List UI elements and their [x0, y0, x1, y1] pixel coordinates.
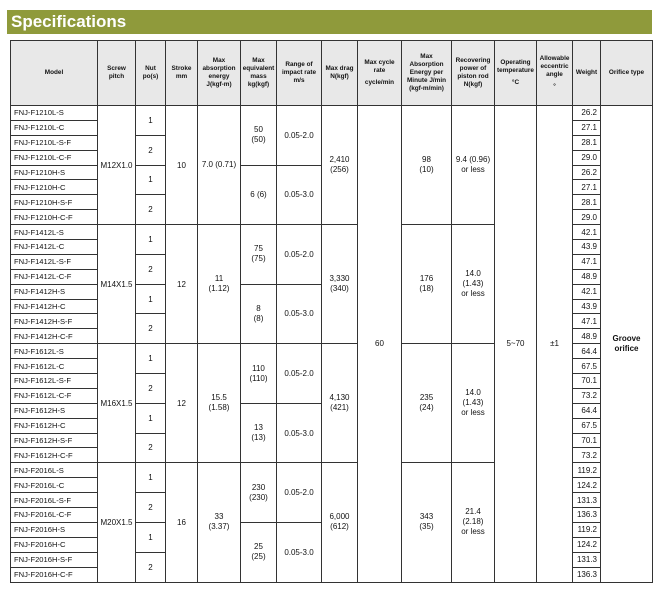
header-eccentric-angle: [537, 41, 573, 106]
weight-cell: 27.1: [573, 180, 601, 195]
equivalent-mass-cell: 6 (6): [241, 165, 277, 225]
energy-per-minute-cell: 98 (10): [402, 106, 452, 225]
weight-cell: 73.2: [573, 448, 601, 463]
max-drag-cell: 4,130 (421): [322, 344, 358, 463]
recovering-power-cell: 14.0 (1.43) or less: [452, 225, 495, 344]
weight-cell: 48.9: [573, 269, 601, 284]
model-cell: FNJ-F1412L-C-F: [11, 269, 98, 284]
absorption-energy-cell: 33 (3.37): [198, 463, 241, 582]
weight-cell: 67.5: [573, 418, 601, 433]
absorption-energy-cell: 7.0 (0.71): [198, 106, 241, 225]
weight-cell: 70.1: [573, 433, 601, 448]
weight-cell: 28.1: [573, 195, 601, 210]
model-cell: FNJ-F1210H-S-F: [11, 195, 98, 210]
weight-cell: 27.1: [573, 120, 601, 135]
energy-per-minute-cell: 176 (18): [402, 225, 452, 344]
weight-cell: 43.9: [573, 299, 601, 314]
nut-pos-cell: 1: [136, 522, 166, 552]
model-cell: FNJ-F1612H-S: [11, 403, 98, 418]
equivalent-mass-cell: 75 (75): [241, 225, 277, 285]
header-impact-rate-range: Range of impact rate m/s: [277, 41, 322, 106]
stroke-cell: 16: [166, 463, 198, 582]
operating-temperature-cell: 5~70: [495, 106, 537, 583]
weight-cell: 124.2: [573, 537, 601, 552]
header-screw-pitch: Screw pitch: [98, 41, 136, 106]
energy-per-minute-cell: 343 (35): [402, 463, 452, 582]
specifications-table: [10, 40, 653, 583]
model-cell: FNJ-F2016H-C-F: [11, 567, 98, 582]
table-row: [11, 106, 653, 121]
weight-cell: 47.1: [573, 254, 601, 269]
model-cell: FNJ-F1210H-C-F: [11, 210, 98, 225]
impact-rate-cell: 0.05-3.0: [277, 284, 322, 344]
page-title: Specifications: [7, 10, 652, 34]
weight-cell: 26.2: [573, 106, 601, 121]
header-operating-temperature-label: Operating temperature: [497, 59, 534, 74]
weight-cell: 136.3: [573, 508, 601, 523]
model-cell: FNJ-F2016L-S: [11, 463, 98, 478]
stroke-cell: 12: [166, 344, 198, 463]
nut-pos-cell: 2: [136, 195, 166, 225]
header-max-absorption-energy: Max absorption energy J(kgf-m): [198, 41, 241, 106]
header-operating-temperature: [495, 41, 537, 106]
recovering-power-cell: 14.0 (1.43) or less: [452, 344, 495, 463]
model-cell: FNJ-F2016L-S-F: [11, 493, 98, 508]
impact-rate-cell: 0.05-2.0: [277, 225, 322, 285]
model-cell: FNJ-F1210L-S: [11, 106, 98, 121]
equivalent-mass-cell: 13 (13): [241, 403, 277, 463]
header-max-cycle-rate-unit: cycle/min: [364, 79, 395, 86]
impact-rate-cell: 0.05-3.0: [277, 522, 322, 582]
model-cell: FNJ-F1612L-S: [11, 344, 98, 359]
header-max-cycle-rate-label: Max cycle rate: [364, 59, 395, 74]
weight-cell: 42.1: [573, 225, 601, 240]
max-cycle-rate-cell: 60: [358, 106, 402, 583]
impact-rate-cell: 0.05-3.0: [277, 165, 322, 225]
model-cell: FNJ-F1612H-C-F: [11, 448, 98, 463]
recovering-power-cell: 9.4 (0.96) or less: [452, 106, 495, 225]
weight-cell: 119.2: [573, 463, 601, 478]
model-cell: FNJ-F1210H-C: [11, 180, 98, 195]
model-cell: FNJ-F1412L-C: [11, 240, 98, 255]
weight-cell: 29.0: [573, 150, 601, 165]
eccentric-angle-cell: ±1: [537, 106, 573, 583]
model-cell: FNJ-F2016L-C-F: [11, 508, 98, 523]
nut-pos-cell: 2: [136, 314, 166, 344]
model-cell: FNJ-F2016H-S: [11, 522, 98, 537]
max-drag-cell: 2,410 (256): [322, 106, 358, 225]
impact-rate-cell: 0.05-2.0: [277, 344, 322, 404]
recovering-power-cell: 21.4 (2.18) or less: [452, 463, 495, 582]
nut-pos-cell: 1: [136, 463, 166, 493]
nut-pos-cell: 2: [136, 254, 166, 284]
header-max-cycle-rate: [358, 41, 402, 106]
header-operating-temperature-unit: °C: [511, 79, 520, 86]
weight-cell: 47.1: [573, 314, 601, 329]
weight-cell: 28.1: [573, 135, 601, 150]
header-nut-pos: Nut po(s): [136, 41, 166, 106]
equivalent-mass-cell: 8 (8): [241, 284, 277, 344]
nut-pos-cell: 2: [136, 493, 166, 523]
screw-pitch-cell: M12X1.0: [98, 106, 136, 225]
nut-pos-cell: 2: [136, 433, 166, 463]
model-cell: FNJ-F1612L-C-F: [11, 388, 98, 403]
header-recovering-power: Recovering power of piston rod N(kgf): [452, 41, 495, 106]
weight-cell: 119.2: [573, 522, 601, 537]
weight-cell: 64.4: [573, 403, 601, 418]
model-cell: FNJ-F1210H-S: [11, 165, 98, 180]
stroke-cell: 12: [166, 225, 198, 344]
weight-cell: 42.1: [573, 284, 601, 299]
nut-pos-cell: 1: [136, 344, 166, 374]
header-stroke: Stroke mm: [166, 41, 198, 106]
model-cell: FNJ-F1210L-C: [11, 120, 98, 135]
nut-pos-cell: 1: [136, 165, 166, 195]
nut-pos-cell: 1: [136, 225, 166, 255]
header-model: Model: [11, 41, 98, 106]
header-weight: Weight: [573, 41, 601, 106]
impact-rate-cell: 0.05-3.0: [277, 403, 322, 463]
weight-cell: 136.3: [573, 567, 601, 582]
header-max-energy-per-minute: Max Absorption Energy per Minute J/min (kgf-m/min): [402, 41, 452, 106]
weight-cell: 64.4: [573, 344, 601, 359]
nut-pos-cell: 1: [136, 403, 166, 433]
model-cell: FNJ-F2016H-C: [11, 537, 98, 552]
model-cell: FNJ-F1612L-S-F: [11, 374, 98, 389]
model-cell: FNJ-F1210L-S-F: [11, 135, 98, 150]
nut-pos-cell: 2: [136, 135, 166, 165]
model-cell: FNJ-F1412H-C-F: [11, 329, 98, 344]
equivalent-mass-cell: 50 (50): [241, 106, 277, 166]
header-eccentric-angle-label: Allowable eccentric angle: [539, 55, 570, 78]
nut-pos-cell: 2: [136, 374, 166, 404]
nut-pos-cell: 2: [136, 552, 166, 582]
equivalent-mass-cell: 25 (25): [241, 522, 277, 582]
header-orifice-type: Orifice type: [601, 41, 653, 106]
absorption-energy-cell: 15.5 (1.58): [198, 344, 241, 463]
model-cell: FNJ-F1412H-S: [11, 284, 98, 299]
energy-per-minute-cell: 235 (24): [402, 344, 452, 463]
nut-pos-cell: 1: [136, 106, 166, 136]
stroke-cell: 10: [166, 106, 198, 225]
weight-cell: 67.5: [573, 359, 601, 374]
model-cell: FNJ-F2016H-S-F: [11, 552, 98, 567]
weight-cell: 124.2: [573, 478, 601, 493]
weight-cell: 70.1: [573, 374, 601, 389]
impact-rate-cell: 0.05-2.0: [277, 106, 322, 166]
screw-pitch-cell: M16X1.5: [98, 344, 136, 463]
orifice-type-cell: Groove orifice: [601, 106, 653, 583]
model-cell: FNJ-F1612L-C: [11, 359, 98, 374]
weight-cell: 26.2: [573, 165, 601, 180]
weight-cell: 131.3: [573, 552, 601, 567]
equivalent-mass-cell: 230 (230): [241, 463, 277, 523]
header-row: [11, 41, 653, 106]
screw-pitch-cell: M14X1.5: [98, 225, 136, 344]
weight-cell: 29.0: [573, 210, 601, 225]
table-body: [11, 106, 653, 583]
model-cell: FNJ-F1412L-S-F: [11, 254, 98, 269]
max-drag-cell: 6,000 (612): [322, 463, 358, 582]
model-cell: FNJ-F1412H-S-F: [11, 314, 98, 329]
model-cell: FNJ-F1612H-C: [11, 418, 98, 433]
weight-cell: 131.3: [573, 493, 601, 508]
absorption-energy-cell: 11 (1.12): [198, 225, 241, 344]
weight-cell: 48.9: [573, 329, 601, 344]
weight-cell: 73.2: [573, 388, 601, 403]
header-max-drag: Max drag N(kgf): [322, 41, 358, 106]
model-cell: FNJ-F1412L-S: [11, 225, 98, 240]
header-max-equivalent-mass: Max equivalent mass kg(kgf): [241, 41, 277, 106]
screw-pitch-cell: M20X1.5: [98, 463, 136, 582]
model-cell: FNJ-F1612H-S-F: [11, 433, 98, 448]
max-drag-cell: 3,330 (340): [322, 225, 358, 344]
weight-cell: 43.9: [573, 240, 601, 255]
equivalent-mass-cell: 110 (110): [241, 344, 277, 404]
model-cell: FNJ-F2016L-C: [11, 478, 98, 493]
impact-rate-cell: 0.05-2.0: [277, 463, 322, 523]
nut-pos-cell: 1: [136, 284, 166, 314]
model-cell: FNJ-F1412H-C: [11, 299, 98, 314]
header-eccentric-angle-unit: °: [553, 83, 556, 90]
model-cell: FNJ-F1210L-C-F: [11, 150, 98, 165]
